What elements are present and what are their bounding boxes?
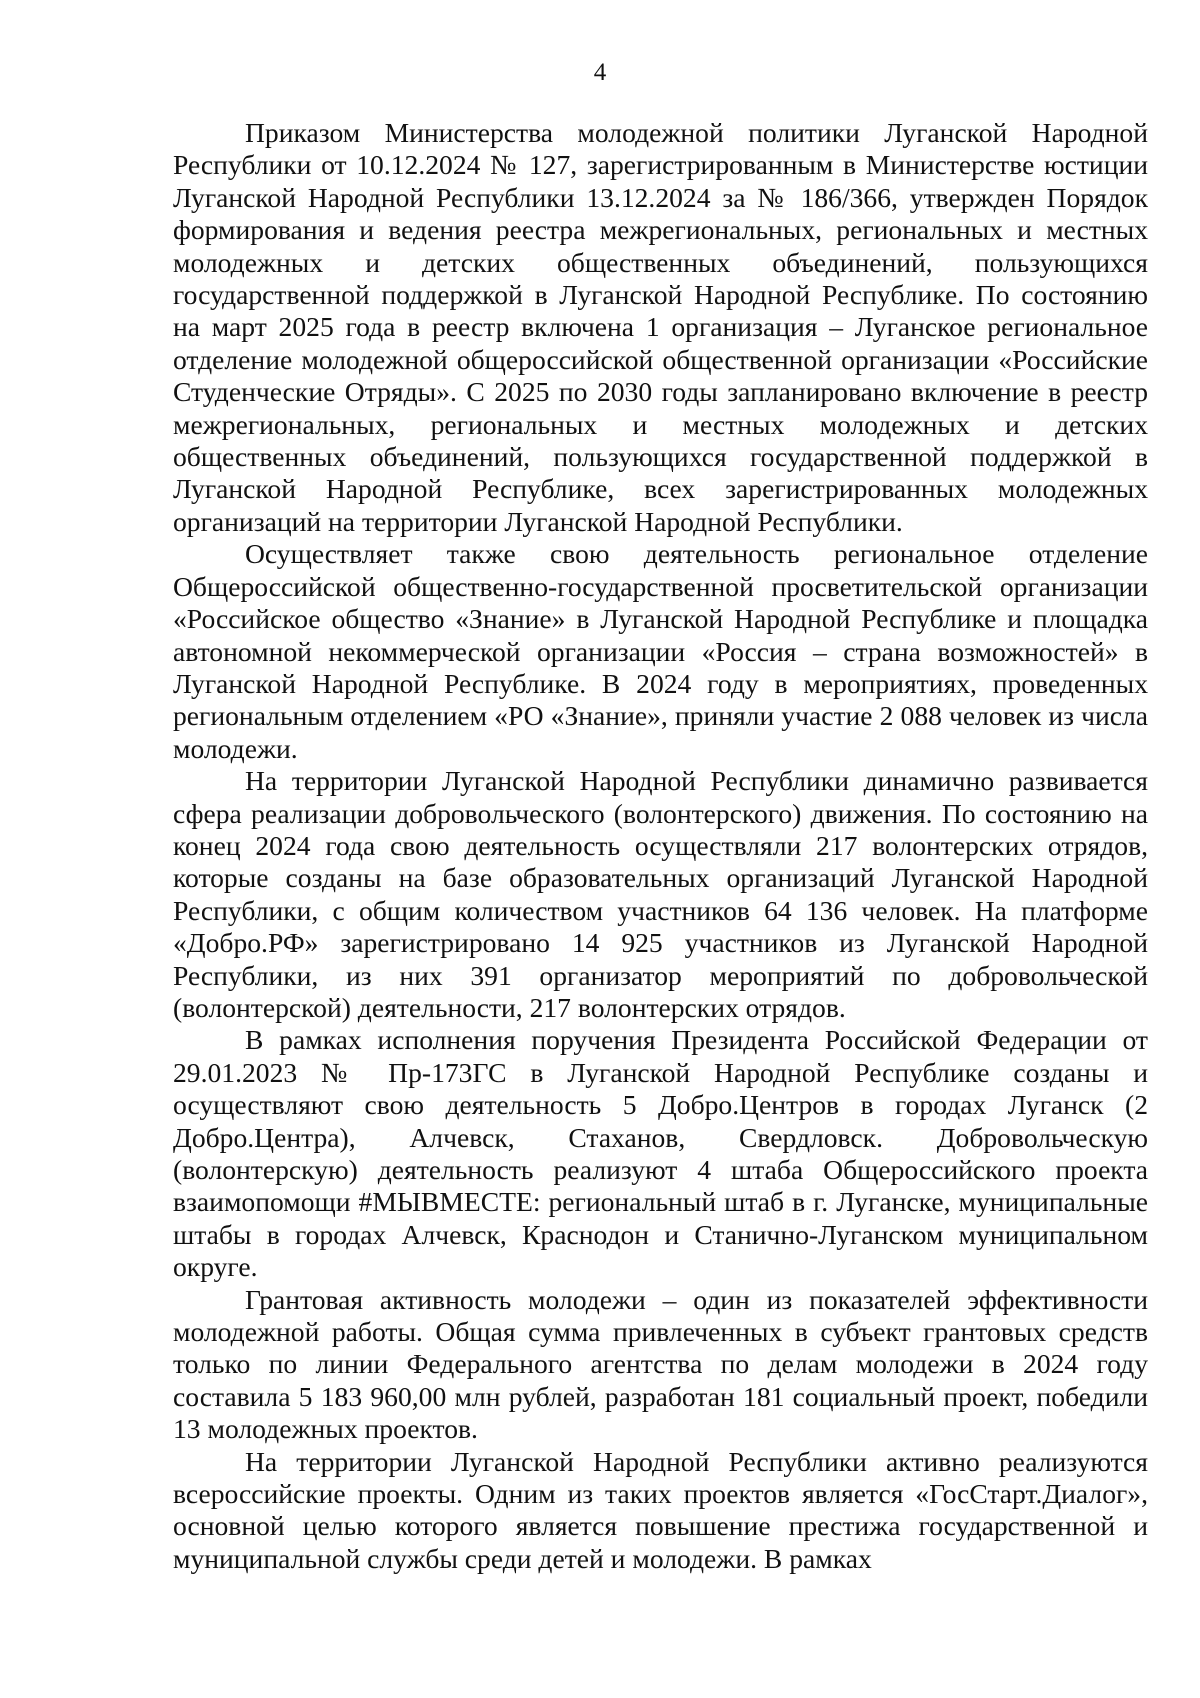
paragraph-znanie: Осуществляет также свою деятельность региональное отделение Общероссийской общественно-государственной просветительской организации «Российское общество «Знание» в Луганской Народной Республике и площадка автономной некоммерческой организации «Россия – страна возможностей» в Луганской Народной Республике. В 2024 году в мероприятиях, проведенных региональным отделением «РО «Знание», приняли участие 2 088 человек из числа молодежи. (173, 538, 1148, 764)
document-body (173, 117, 1148, 1575)
paragraph-registry: Приказом Министерства молодежной политики Луганской Народной Республики от 10.12.2024 № 127, зарегистрированным в Министерстве юстиции Луганской Народной Республики 13.12.2024 за № 186/366, утвержден Порядок формирования и ведения реестра межрегиональных, региональных и местных молодежных и детских общественных объединений, пользующихся государственной поддержкой в Луганской Народной Республике. По состоянию на март 2025 года в реестр включена 1 организация – Луганское региональное отделение молодежной общероссийской общественной организации «Российские Студенческие Отряды». С 2025 по 2030 годы запланировано включение в реестр межрегиональных, региональных и местных молодежных и детских общественных объединений, пользующихся государственной поддержкой в Луганской Народной Республике, всех зарегистрированных молодежных организаций на территории Луганской Народной Республики. (173, 117, 1148, 537)
paragraph-dobro-centers: В рамках исполнения поручения Президента Российской Федерации от 29.01.2023 № Пр-173ГС в Луганской Народной Республике созданы и осуществляют свою деятельность 5 Добро.Центров в городах Луганск (2 Добро.Центра), Алчевск, Стаханов, Свердловск. Добровольческую (волонтерскую) деятельность реализуют 4 штаба Общероссийского проекта взаимопомощи #МЫВМЕСТЕ: региональный штаб в г. Луганске, муниципальные штабы в городах Алчевск, Краснодон и Станично-Луганском муниципальном округе. (173, 1024, 1148, 1283)
page-number: 4 (593, 59, 607, 86)
paragraph-volunteer-movement: На территории Луганской Народной Республики динамично развивается сфера реализации добровольческого (волонтерского) движения. По состоянию на конец 2024 года свою деятельность осуществляли 217 волонтерских отрядов, которые созданы на базе образовательных организаций Луганской Народной Республики, с общим количеством участников 64 136 человек. На платформе «Добро.РФ» зарегистрировано 14 925 участников из Луганской Народной Республики, из них 391 организатор мероприятий по добровольческой (волонтерской) деятельности, 217 волонтерских отрядов. (173, 765, 1148, 1023)
paragraph-grants: Грантовая активность молодежи – один из показателей эффективности молодежной работы. Общая сумма привлеченных в субъект грантовых средств только по линии Федерального агентства по делам молодежи в 2024 году составила 5 183 960,00 млн рублей, разработан 181 социальный проект, победили 13 молодежных проектов. (173, 1283, 1148, 1445)
paragraph-gosstart: На территории Луганской Народной Республики активно реализуются всероссийские проекты. Одним из таких проектов является «ГосСтарт.Диалог», основной целью которого является повышение престижа государственной и муниципальной службы среди детей и молодежи. В рамках (173, 1445, 1148, 1574)
